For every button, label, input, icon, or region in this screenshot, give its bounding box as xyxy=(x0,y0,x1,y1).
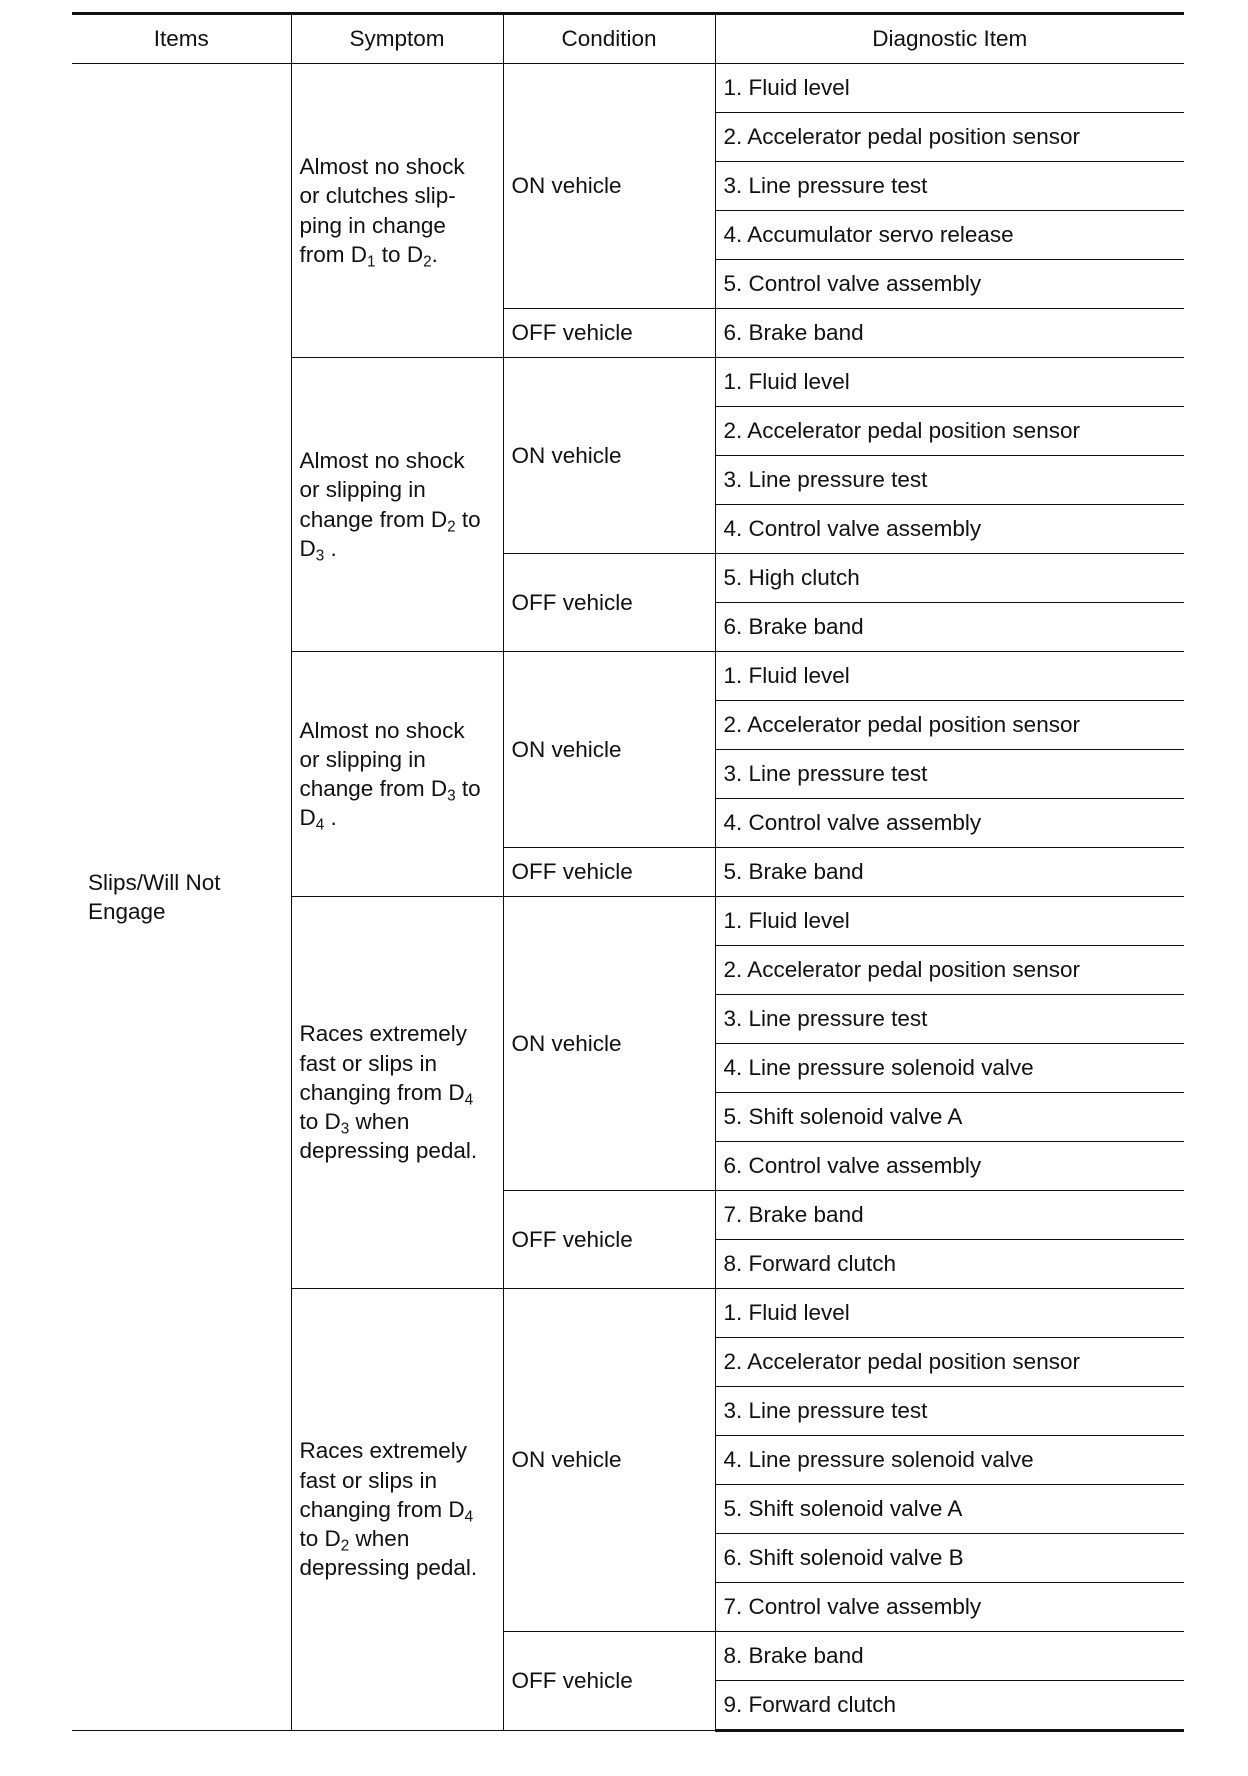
symptom-line: to $D_2$ when xyxy=(299,1526,410,1555)
diagnostic-item: 3. Line pressure test xyxy=(715,995,1184,1044)
symptom-line: or slipping in xyxy=(299,477,426,503)
header-condition: Condition xyxy=(503,14,715,64)
condition-cell: OFF vehicle xyxy=(503,554,715,652)
symptom-line: Almost no shock xyxy=(299,717,465,743)
diagnostic-item: 6. Brake band xyxy=(715,309,1184,358)
symptom-line: Almost no shock xyxy=(299,154,465,179)
diagnostic-item: 4. Control valve assembly xyxy=(715,799,1184,848)
condition-cell: OFF vehicle xyxy=(503,1632,715,1731)
diagnostic-item: 7. Control valve assembly xyxy=(715,1583,1184,1632)
diagnostic-item: 1. Fluid level xyxy=(715,64,1184,113)
diagnostic-item: 1. Fluid level xyxy=(715,1289,1184,1338)
symptom-line: changing from $D_4$ xyxy=(299,1496,474,1526)
table-body xyxy=(72,64,1184,1731)
diagnostic-item: 3. Line pressure test xyxy=(715,162,1184,211)
symptom-line: from $D_1$ to $D_2$. xyxy=(299,241,438,271)
header-diagnostic-item: Diagnostic Item xyxy=(715,14,1184,64)
diagnostic-table xyxy=(72,12,1184,1732)
symptom-line: or slipping in xyxy=(299,746,426,772)
condition-cell: OFF vehicle xyxy=(503,848,715,897)
diagnostic-item: 5. High clutch xyxy=(715,554,1184,603)
symptom-cell xyxy=(291,897,503,1289)
header-items: Items xyxy=(72,14,291,64)
symptom-line: change from $D_3$ to xyxy=(299,776,481,805)
header-row xyxy=(72,14,1184,64)
symptom-cell xyxy=(291,358,503,652)
condition-cell: ON vehicle xyxy=(503,897,715,1191)
item-cell: Slips/Will Not Engage xyxy=(72,64,291,1731)
diagnostic-item: 1. Fluid level xyxy=(715,897,1184,946)
diagnostic-item: 5. Control valve assembly xyxy=(715,260,1184,309)
condition-cell: ON vehicle xyxy=(503,652,715,848)
diagnostic-item: 2. Accelerator pedal position sensor xyxy=(715,1338,1184,1387)
symptom-line: depressing pedal. xyxy=(299,1138,478,1164)
diagnostic-item: 5. Brake band xyxy=(715,848,1184,897)
diagnostic-item: 8. Brake band xyxy=(715,1632,1184,1681)
symptom-cell xyxy=(291,652,503,897)
symptom-line: changing from $D_4$ xyxy=(299,1079,474,1109)
condition-cell: ON vehicle xyxy=(503,1289,715,1632)
diagnostic-item: 4. Accumulator servo release xyxy=(715,211,1184,260)
diagnostic-item: 9. Forward clutch xyxy=(715,1681,1184,1731)
diagnostic-item: 7. Brake band xyxy=(715,1191,1184,1240)
table-row xyxy=(72,64,1184,113)
symptom-line: or clutches slip- xyxy=(299,183,456,209)
condition-cell: ON vehicle xyxy=(503,64,715,309)
diagnostic-item: 2. Accelerator pedal position sensor xyxy=(715,407,1184,456)
header-symptom: Symptom xyxy=(291,14,503,64)
symptom-line: change from $D_2$ to xyxy=(299,506,481,535)
symptom-cell xyxy=(291,1289,503,1731)
symptom-line: depressing pedal. xyxy=(299,1555,478,1581)
symptom-line: ping in change xyxy=(299,212,446,238)
diagnostic-item: 3. Line pressure test xyxy=(715,1387,1184,1436)
symptom-line: fast or slips in xyxy=(299,1050,438,1076)
diagnostic-item: 3. Line pressure test xyxy=(715,456,1184,505)
diagnostic-item: 2. Accelerator pedal position sensor xyxy=(715,701,1184,750)
symptom-line: Almost no shock xyxy=(299,448,465,473)
diagnostic-item: 4. Control valve assembly xyxy=(715,505,1184,554)
symptom-line: to $D_3$ when xyxy=(299,1109,410,1138)
condition-cell: ON vehicle xyxy=(503,358,715,554)
diagnostic-item: 1. Fluid level xyxy=(715,358,1184,407)
symptom-line: Races extremely xyxy=(299,1438,468,1464)
diagnostic-item: 2. Accelerator pedal position sensor xyxy=(715,113,1184,162)
diagnostic-item: 8. Forward clutch xyxy=(715,1240,1184,1289)
diagnostic-item: 4. Line pressure solenoid valve xyxy=(715,1044,1184,1093)
symptom-line: fast or slips in xyxy=(299,1467,438,1493)
diagnostic-item: 5. Shift solenoid valve A xyxy=(715,1093,1184,1142)
diagnostic-item: 6. Shift solenoid valve B xyxy=(715,1534,1184,1583)
diagnostic-item: 6. Control valve assembly xyxy=(715,1142,1184,1191)
diagnostic-item: 4. Line pressure solenoid valve xyxy=(715,1436,1184,1485)
symptom-line: $D_4$ . xyxy=(299,805,337,834)
condition-cell: OFF vehicle xyxy=(503,309,715,358)
symptom-line: $D_3$ . xyxy=(299,535,337,565)
diagnostic-item: 1. Fluid level xyxy=(715,652,1184,701)
diagnostic-item: 3. Line pressure test xyxy=(715,750,1184,799)
symptom-cell xyxy=(291,64,503,358)
condition-cell: OFF vehicle xyxy=(503,1191,715,1289)
symptom-line: Races extremely xyxy=(299,1021,468,1047)
diagnostic-item: 2. Accelerator pedal position sensor xyxy=(715,946,1184,995)
diagnostic-item: 6. Brake band xyxy=(715,603,1184,652)
diagnostic-item: 5. Shift solenoid valve A xyxy=(715,1485,1184,1534)
